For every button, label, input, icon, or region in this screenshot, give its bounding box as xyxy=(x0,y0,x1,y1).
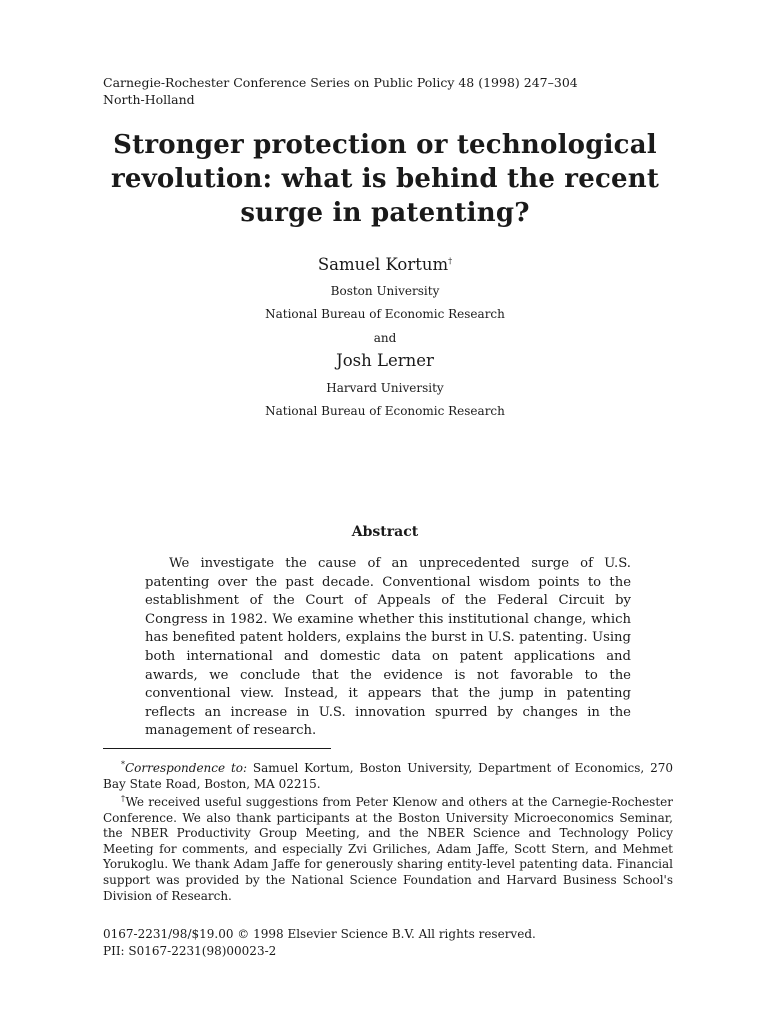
abstract-heading: Abstract xyxy=(351,524,419,540)
title-line-1: Stronger protection or technological xyxy=(113,130,657,160)
and-separator: and xyxy=(373,331,397,345)
copyright-line: 0167-2231/98/$19.00 © 1998 Elsevier Science B.V. All rights reserved. xyxy=(103,927,536,941)
author-2-affiliation-2: National Bureau of Economic Research xyxy=(265,404,505,418)
paper-title xyxy=(60,128,710,230)
correspondence-text: Samuel Kortum, Boston University, Department of Economics, 270 Bay State Road, Boston, MA 02215. xyxy=(103,761,673,791)
author-1-footnote-marker: † xyxy=(448,256,453,266)
acknowledgement-marker: † xyxy=(121,794,126,803)
author-2-affiliation-1: Harvard University xyxy=(326,381,444,395)
author-1-affiliation-1: Boston University xyxy=(330,284,440,298)
correspondence-marker: * xyxy=(121,760,125,769)
footnote-divider xyxy=(103,748,331,749)
publisher-line: North-Holland xyxy=(103,92,195,107)
author-1-name: Samuel Kortum xyxy=(317,255,449,274)
copyright-block xyxy=(103,926,536,960)
footnote-acknowledgements xyxy=(103,791,673,904)
pii-line: PII: S0167-2231(98)00023-2 xyxy=(103,944,277,958)
abstract-text: We investigate the cause of an unprecedented surge of U.S. patenting over the past decade. Conventional wisdom points to the establishment of the Court of Appeals of the Federal Circuit by Congress in 1982. We examine whether this institutional change, which has benefited patent holders, explains the burst in U.S. patenting. Using both international and domestic data on patent applications and awards, we conclude that the evidence is not favorable to the conventional view. Instead, it appears that the jump in patenting reflects an increase in U.S. innovation spurred by changes in the management of research. xyxy=(145,556,631,739)
title-line-2: revolution: what is behind the recent xyxy=(110,164,660,194)
acknowledgement-text: We received useful suggestions from Peter Klenow and others at the Carnegie-Rochester Conference. We also thank participants at the Boston University Microeconomics Seminar, the NBER Productivity Group Meeting, and the NBER Science and Technology Policy Meeting for comments, and especially Zvi Griliches, Adam Jaffe, Scott Stern, and Mehmet Yorukoglu. We thank Adam Jaffe for generously sharing entity-level patenting data. Financial support was provided by the National Science Foundation and Harvard Business School's Division of Research. xyxy=(103,795,674,903)
author-1-affiliation-2: National Bureau of Economic Research xyxy=(265,307,505,321)
journal-header xyxy=(103,74,578,108)
title-line-3: surge in patenting? xyxy=(240,198,530,228)
footnote-correspondence xyxy=(103,757,673,792)
author-2-name: Josh Lerner xyxy=(336,351,434,370)
journal-line: Carnegie-Rochester Conference Series on Public Policy 48 (1998) 247–304 xyxy=(103,75,578,90)
author-1 xyxy=(60,255,710,274)
correspondence-label: Correspondence to: xyxy=(125,761,248,775)
